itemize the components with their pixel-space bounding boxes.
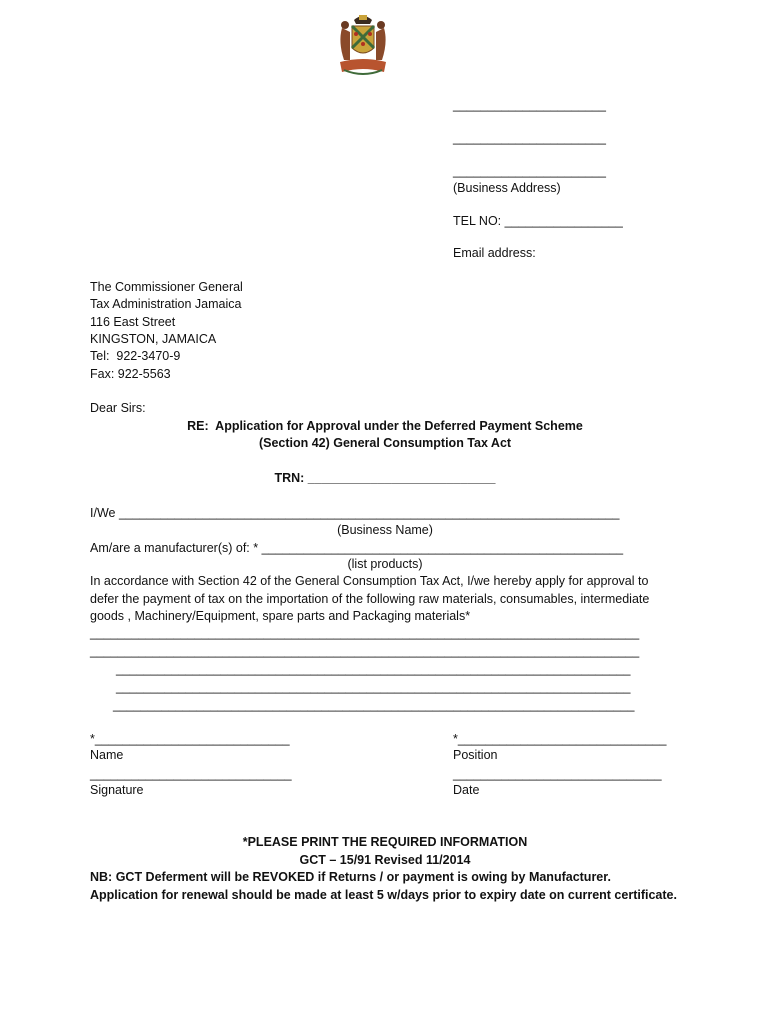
materials-blank-line: __________________________________________________________________________ <box>116 680 631 694</box>
paragraph-line: In accordance with Section 42 of the General Consumption Tax Act, I/we hereby apply for approval to <box>90 574 649 588</box>
coat-of-arms-emblem <box>334 12 392 82</box>
recipient-line: Tax Administration Jamaica <box>90 297 242 311</box>
salutation: Dear Sirs: <box>90 401 146 415</box>
position-label: Position <box>453 748 498 762</box>
address-line-3: ______________________ <box>453 164 606 178</box>
recipient-line: 116 East Street <box>90 315 176 329</box>
materials-blank-line: __________________________________________________________________________ <box>116 662 631 676</box>
materials-blank-line: ___________________________________________________________________________ <box>113 698 635 712</box>
paragraph-line: defer the payment of tax on the importation of the following raw materials, consumables, intermediate <box>90 592 650 606</box>
recipient-line: The Commissioner General <box>90 280 243 294</box>
business-name-label: (Business Name) <box>337 523 433 537</box>
address-line-1: ______________________ <box>453 98 606 112</box>
trn-field: TRN: ___________________________ <box>274 471 496 485</box>
business-name-field: I/We ________________________________________________________________________ <box>90 506 620 520</box>
form-number: GCT – 15/91 Revised 11/2014 <box>299 853 471 867</box>
address-line-2: ______________________ <box>453 131 606 145</box>
signature-line: _____________________________ <box>90 767 292 781</box>
name-label: Name <box>90 748 124 762</box>
list-products-label: (list products) <box>347 557 423 571</box>
date-line: ______________________________ <box>453 767 662 781</box>
tel-no-field: TEL NO: _________________ <box>453 214 623 228</box>
renewal-notice: Application for renewal should be made at least 5 w/days prior to expiry date on current certificate. <box>90 888 677 902</box>
business-address-label: (Business Address) <box>453 181 561 195</box>
paragraph-line: goods , Machinery/Equipment, spare parts and Packaging materials* <box>90 609 471 623</box>
position-line: *______________________________ <box>453 732 667 746</box>
date-label: Date <box>453 783 480 797</box>
email-address-label: Email address: <box>453 246 536 260</box>
signature-label: Signature <box>90 783 144 797</box>
materials-blank-line: _______________________________________________________________________________ <box>90 644 640 658</box>
subject-line-2: (Section 42) General Consumption Tax Act <box>258 436 512 450</box>
recipient-line: Fax: 922-5563 <box>90 367 171 381</box>
materials-blank-line: _______________________________________________________________________________ <box>90 626 640 640</box>
name-line: *____________________________ <box>90 732 290 746</box>
print-instruction: *PLEASE PRINT THE REQUIRED INFORMATION <box>242 835 528 849</box>
subject-line-1: RE: Application for Approval under the Deferred Payment Scheme <box>187 419 583 433</box>
revocation-notice: NB: GCT Deferment will be REVOKED if Returns / or payment is owing by Manufacturer. <box>90 870 611 884</box>
manufacturer-products-field: Am/are a manufacturer(s) of: * ____________________________________________________ <box>90 541 624 555</box>
recipient-line: KINGSTON, JAMAICA <box>90 332 217 346</box>
recipient-line: Tel: 922-3470-9 <box>90 349 181 363</box>
